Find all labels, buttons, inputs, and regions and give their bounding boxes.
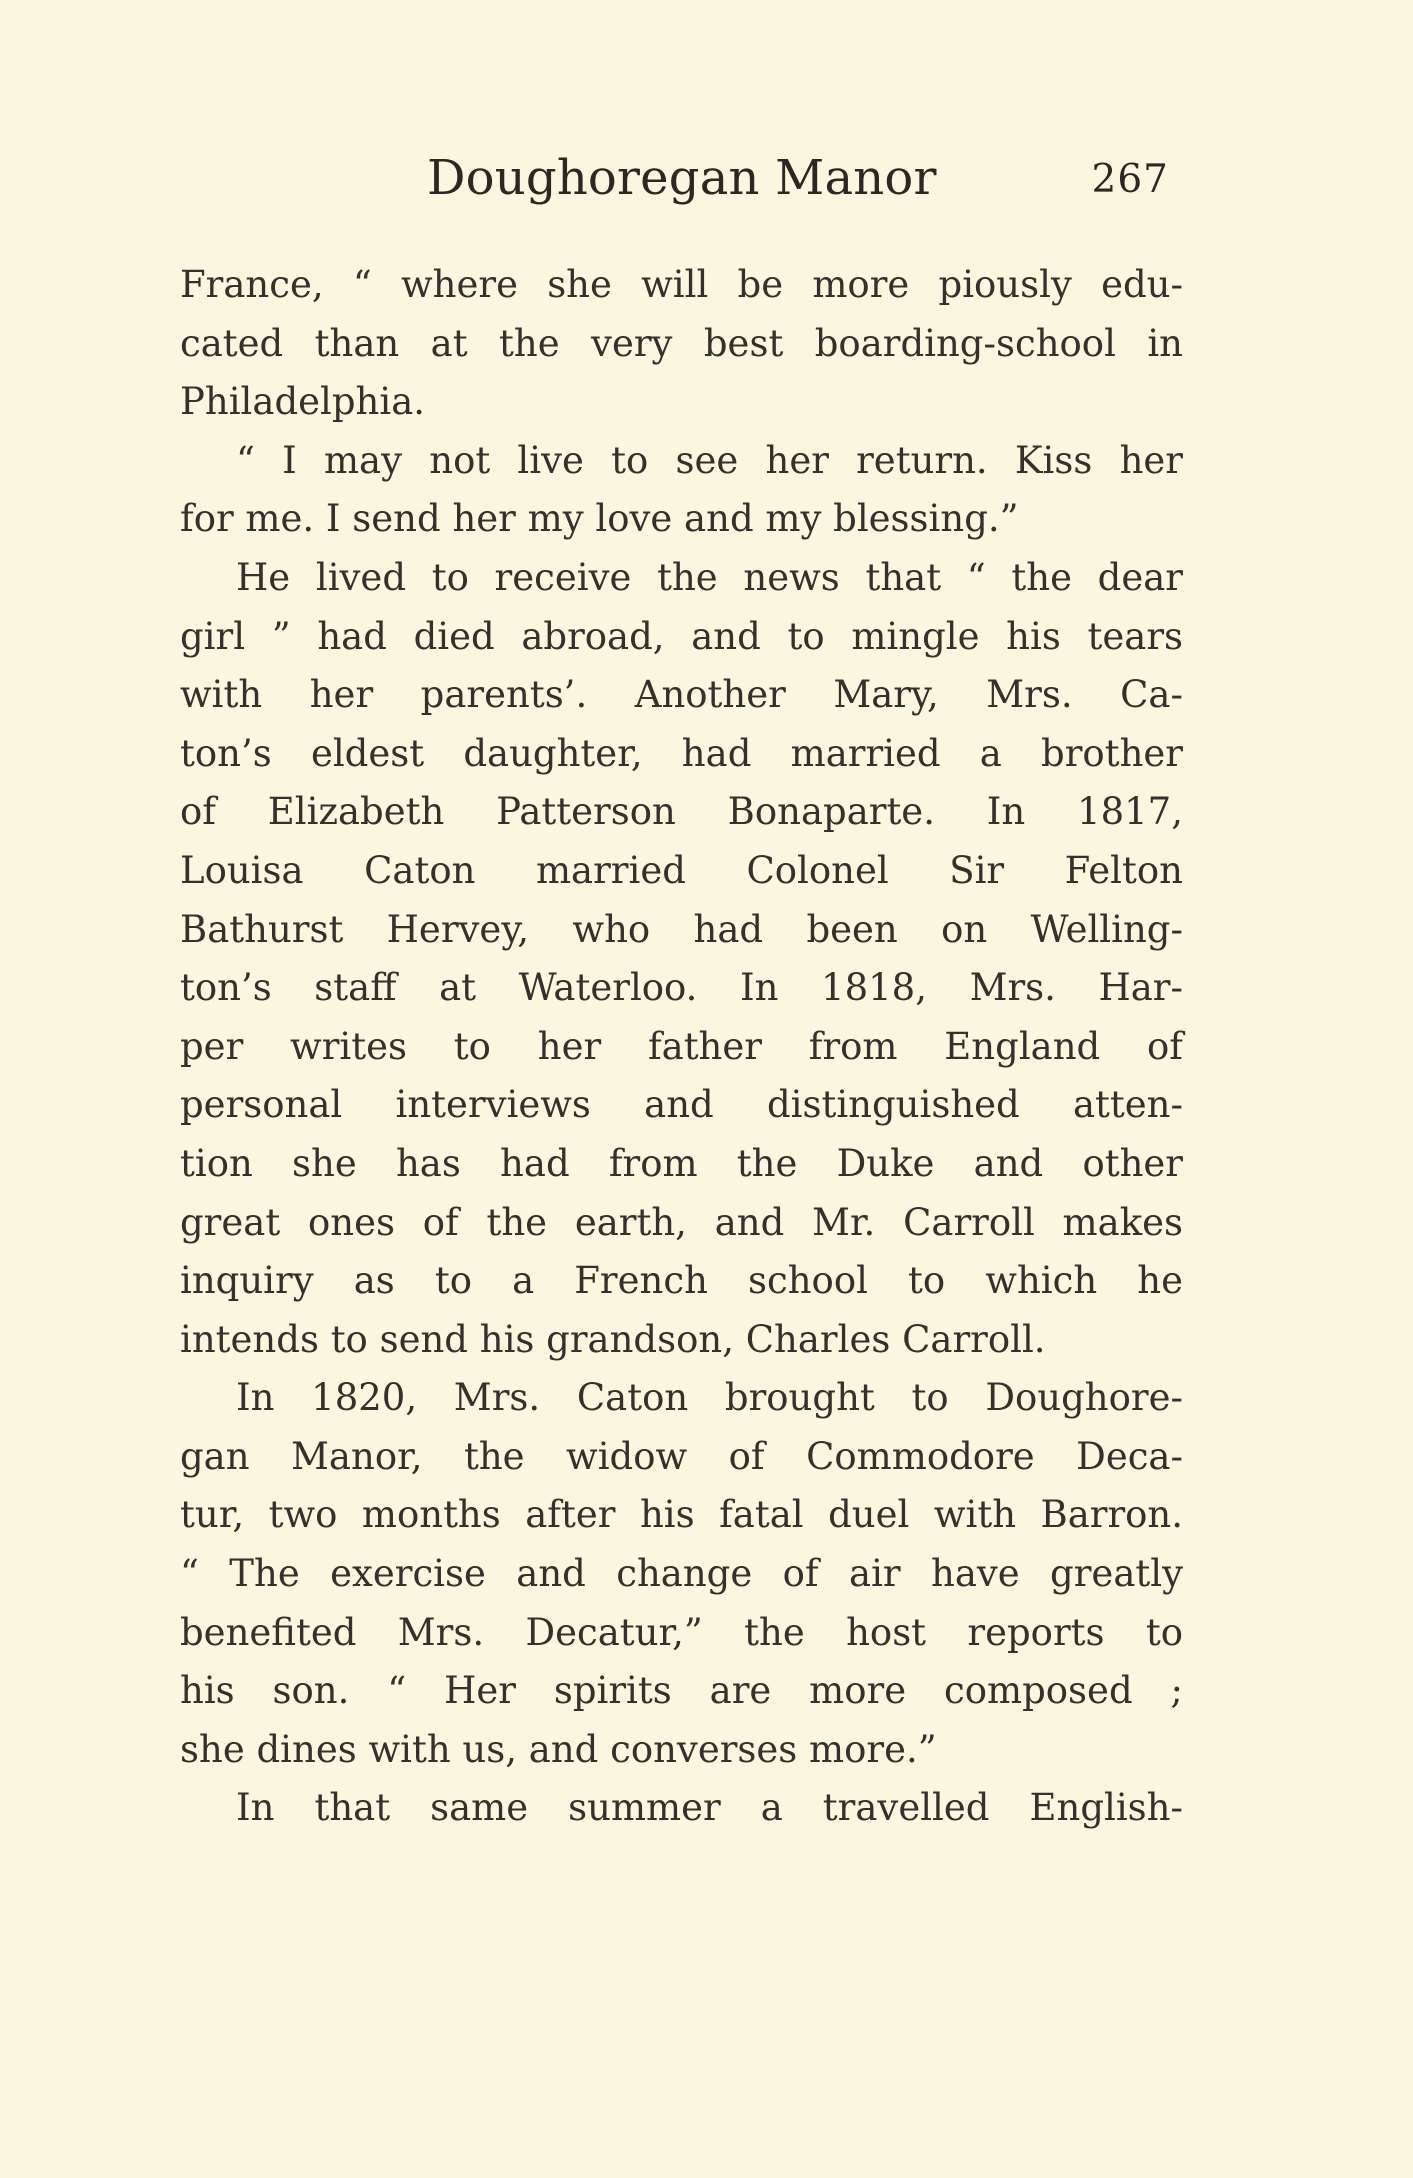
text-line: inquiry as to a French school to which he	[180, 1259, 1183, 1303]
text-line: He lived to receive the news that “ the dear	[236, 555, 1183, 599]
text-line: intends to send his grandson, Charles Carroll.	[180, 1317, 1046, 1361]
body-text	[180, 256, 1183, 1838]
text-line: his son. “ Her spirits are more composed ;	[180, 1669, 1183, 1713]
text-line: with her parents’. Another Mary, Mrs. Ca-	[180, 673, 1183, 717]
text-line: she dines with us, and converses more.”	[180, 1727, 937, 1771]
text-line: cated than at the very best boarding-school in	[180, 321, 1183, 365]
text-line: per writes to her father from England of	[180, 1024, 1183, 1068]
text-line: France, “ where she will be more piously edu-	[180, 263, 1183, 306]
text-line: personal interviews and distinguished atten-	[180, 1083, 1183, 1127]
text-line: tur, two months after his fatal duel with Barron.	[180, 1493, 1183, 1537]
text-line: In 1820, Mrs. Caton brought to Doughore-	[236, 1376, 1183, 1420]
text-line: Louisa Caton married Colonel Sir Felton	[180, 848, 1183, 892]
text-line: great ones of the earth, and Mr. Carroll makes	[180, 1200, 1183, 1244]
text-line: of Elizabeth Patterson Bonaparte. In 1817,	[180, 790, 1183, 834]
text-line: girl ” had died abroad, and to mingle his tears	[180, 614, 1183, 658]
text-line: Philadelphia.	[180, 380, 426, 424]
text-line: In that same summer a travelled English-	[236, 1786, 1183, 1830]
running-head	[180, 148, 1183, 218]
text-line: Bathurst Hervey, who had been on Welling-	[180, 907, 1183, 951]
text-line: ton’s eldest daughter, had married a brother	[180, 731, 1183, 775]
text-line: benefited Mrs. Decatur,” the host reports to	[180, 1610, 1183, 1654]
text-line: tion she has had from the Duke and other	[180, 1141, 1183, 1185]
text-line: gan Manor, the widow of Commodore Deca-	[180, 1434, 1183, 1478]
text-line: “ I may not live to see her return. Kiss her	[236, 438, 1183, 482]
text-line: “ The exercise and change of air have greatly	[180, 1552, 1183, 1596]
page-number: 267	[1091, 157, 1169, 202]
text-line: ton’s staff at Waterloo. In 1818, Mrs. Har-	[180, 966, 1183, 1010]
text-line: for me. I send her my love and my blessing.”	[180, 497, 1019, 541]
running-title: Doughoregan Manor	[427, 150, 937, 206]
